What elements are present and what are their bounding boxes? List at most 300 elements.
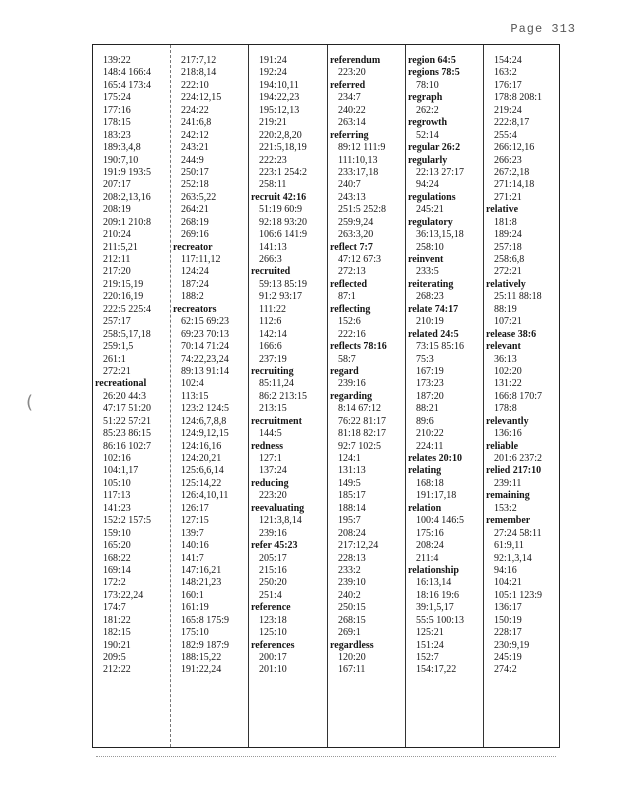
page-line-ref: 124:24 <box>181 266 209 278</box>
page-line-ref: 117:13 <box>103 490 131 502</box>
page-line-ref: 151:24 <box>416 639 444 651</box>
index-term: recruited <box>251 266 291 278</box>
page-line-ref: 271:21 <box>494 191 522 203</box>
page-line-ref: 148:4 166:4 <box>103 67 152 79</box>
index-term: release 38:6 <box>486 328 537 340</box>
page-line-ref: 213:15 <box>259 403 287 415</box>
page-line-ref: 245:21 <box>416 204 444 216</box>
index-term: reinvent <box>408 254 444 265</box>
page-line-ref: 258:5,17,18 <box>103 328 151 340</box>
index-term: regions 78:5 <box>408 67 460 79</box>
index-term: region 64:5 <box>408 55 456 66</box>
page-line-ref: 61:9,11 <box>494 540 524 552</box>
footer-rule <box>96 756 556 757</box>
index-term: regulations <box>408 191 456 203</box>
page-line-ref: 222:8,17 <box>494 117 530 129</box>
page-line-ref: 52:14 <box>416 129 439 141</box>
page-line-ref: 172:2 <box>103 577 126 589</box>
page-line-ref: 104:1,17 <box>103 465 139 477</box>
page-line-ref: 152:7 <box>416 652 439 663</box>
page-line-ref: 89:6 <box>416 415 434 427</box>
page-line-ref: 137:24 <box>259 465 287 477</box>
page-line-ref: 131:13 <box>338 465 366 477</box>
page-line-ref: 218:8,14 <box>181 67 217 79</box>
page-line-ref: 159:10 <box>103 527 131 539</box>
page-line-ref: 88:19 <box>494 303 517 315</box>
page-line-ref: 233:2 <box>338 564 361 576</box>
page-line-ref: 92:18 93:20 <box>259 216 308 228</box>
page-line-ref: 223:20 <box>259 490 287 502</box>
page-line-ref: 240:22 <box>338 104 366 116</box>
page-line-ref: 111:10,13 <box>338 154 378 166</box>
index-term: reevaluating <box>251 502 305 514</box>
page-line-ref: 8:14 67:12 <box>338 403 382 415</box>
page-line-ref: 244:9 <box>181 154 204 166</box>
page-line-ref: 69:23 70:13 <box>181 328 230 340</box>
index-term: recruitment <box>251 415 302 427</box>
page-line-ref: 239:11 <box>494 477 522 489</box>
page-line-ref: 147:16,21 <box>181 564 222 576</box>
page-line-ref: 92:7 102:5 <box>338 440 382 452</box>
page-line-ref: 252:18 <box>181 179 209 191</box>
page-line-ref: 210:22 <box>416 428 444 440</box>
page-line-ref: 209:1 210:8 <box>103 216 152 228</box>
page-line-ref: 165:4 173:4 <box>103 79 152 91</box>
page-line-ref: 127:15 <box>181 515 209 527</box>
page-line-ref: 102:20 <box>494 365 522 377</box>
page-line-ref: 105:10 <box>103 477 131 489</box>
index-term: relevant <box>486 341 521 353</box>
page-line-ref: 102:4 <box>181 378 204 390</box>
page-line-ref: 25:11 88:18 <box>494 291 542 303</box>
page-line-ref: 266:23 <box>494 154 522 166</box>
index-term: relating <box>408 465 442 477</box>
page-line-ref: 94:24 <box>416 179 439 191</box>
page-line-ref: 211:4 <box>416 552 439 564</box>
page-line-ref: 73:15 85:16 <box>416 341 465 353</box>
page-line-ref: 228:17 <box>494 627 522 639</box>
index-term: refer 45:23 <box>251 540 298 552</box>
index-term: regular 26:2 <box>408 142 461 154</box>
page-line-ref: 266:12,16 <box>494 142 535 154</box>
page-line-ref: 123:2 124:5 <box>181 403 230 415</box>
page-line-ref: 245:19 <box>494 652 522 663</box>
page-line-ref: 126:17 <box>181 502 209 514</box>
index-term: reference <box>251 602 291 614</box>
index-term: reliable <box>486 440 519 452</box>
page-line-ref: 268:19 <box>181 216 209 228</box>
index-term: regardless <box>330 639 374 651</box>
page-line-ref: 194:10,11 <box>259 79 299 91</box>
page-line-ref: 239:10 <box>338 577 366 589</box>
index-column-4 <box>330 55 408 677</box>
page-line-ref: 182:9 187:9 <box>181 639 230 651</box>
page-line-ref: 219:15,19 <box>103 278 144 290</box>
page-line-ref: 239:16 <box>259 527 287 539</box>
page-number: Page 313 <box>510 22 576 36</box>
page-line-ref: 89:12 111:9 <box>338 142 386 154</box>
page-line-ref: 188:2 <box>181 291 204 303</box>
index-term: recreational <box>95 378 147 390</box>
index-term: references <box>251 639 295 651</box>
page-line-ref: 123:18 <box>259 614 287 626</box>
page-line-ref: 217:7,12 <box>181 55 217 66</box>
page-line-ref: 195:7 <box>338 515 361 527</box>
page-line-ref: 136:17 <box>494 602 522 614</box>
page-line-ref: 212:22 <box>103 664 131 676</box>
index-column-5 <box>408 55 486 677</box>
page-line-ref: 222:5 225:4 <box>103 303 152 315</box>
page-line-ref: 160:1 <box>181 589 204 601</box>
page-line-ref: 228:13 <box>338 552 366 564</box>
page-line-ref: 167:19 <box>416 365 444 377</box>
page-line-ref: 121:3,8,14 <box>259 515 302 527</box>
page-line-ref: 191:9 193:5 <box>103 166 152 178</box>
page-line-ref: 168:22 <box>103 552 131 564</box>
page-line-ref: 22:13 27:17 <box>416 166 465 178</box>
page-line-ref: 178:15 <box>103 117 131 129</box>
page-line-ref: 27:24 58:11 <box>494 527 542 539</box>
page-line-ref: 139:7 <box>181 527 204 539</box>
page-line-ref: 182:15 <box>103 627 131 639</box>
page-line-ref: 124:1 <box>338 453 361 464</box>
page-line-ref: 205:17 <box>259 552 287 564</box>
page-line-ref: 222:23 <box>259 154 287 166</box>
page-line-ref: 39:1,5,17 <box>416 602 454 614</box>
page-line-ref: 208:24 <box>338 527 366 539</box>
page-line-ref: 47:12 67:3 <box>338 254 382 265</box>
page-line-ref: 268:23 <box>416 291 444 303</box>
page-line-ref: 175:24 <box>103 92 131 104</box>
index-term: regarding <box>330 390 373 402</box>
page-line-ref: 165:8 175:9 <box>181 614 230 626</box>
page-line-ref: 220:2,8,20 <box>259 129 302 141</box>
page-line-ref: 201:6 237:2 <box>494 453 543 464</box>
index-term: recreator <box>173 241 213 253</box>
page-line-ref: 86:2 213:15 <box>259 390 308 402</box>
page-line-ref: 194:22,23 <box>259 92 300 104</box>
page-line-ref: 264:21 <box>181 204 209 216</box>
page-line-ref: 107:21 <box>494 316 522 328</box>
page-line-ref: 150:19 <box>494 614 522 626</box>
page-line-ref: 189:3,4,8 <box>103 142 141 154</box>
page-line-ref: 117:11,12 <box>181 254 221 265</box>
page-line-ref: 250:20 <box>259 577 287 589</box>
index-term: reflecting <box>330 303 371 315</box>
page-line-ref: 91:2 93:17 <box>259 291 303 303</box>
page-line-ref: 243:21 <box>181 142 209 154</box>
page-line-ref: 131:22 <box>494 378 522 390</box>
index-term: relates 20:10 <box>408 453 462 464</box>
page-line-ref: 191:22,24 <box>181 664 222 676</box>
page-line-ref: 224:12,15 <box>181 92 222 104</box>
index-term: regard <box>330 365 359 377</box>
page-line-ref: 191:24 <box>259 55 287 66</box>
index-term: referring <box>330 129 369 141</box>
page-line-ref: 255:4 <box>494 129 517 141</box>
page-line-ref: 190:21 <box>103 639 131 651</box>
page-line-ref: 224:11 <box>416 440 444 452</box>
page-line-ref: 26:20 44:3 <box>103 390 147 402</box>
page-line-ref: 70:14 71:24 <box>181 341 230 353</box>
page-line-ref: 55:5 100:13 <box>416 614 465 626</box>
index-term: relied 217:10 <box>486 465 542 477</box>
page-line-ref: 195:12,13 <box>259 104 300 116</box>
page-line-ref: 208:2,13,16 <box>103 191 151 203</box>
index-term: recreators <box>173 303 217 315</box>
page-line-ref: 176:17 <box>494 79 522 91</box>
page-line-ref: 263:5,22 <box>181 191 217 203</box>
page-line-ref: 78:10 <box>416 79 439 91</box>
page-line-ref: 258:6,8 <box>494 254 525 265</box>
page-line-ref: 144:5 <box>259 428 282 440</box>
page-line-ref: 210:19 <box>416 316 444 328</box>
page-line-ref: 271:14,18 <box>494 179 535 191</box>
page-line-ref: 222:10 <box>181 79 209 91</box>
page-line-ref: 240:7 <box>338 179 361 191</box>
page-line-ref: 233:5 <box>416 266 439 278</box>
page-line-ref: 149:5 <box>338 477 361 489</box>
page-line-ref: 81:18 82:17 <box>338 428 387 440</box>
page-line-ref: 136:16 <box>494 428 522 440</box>
page-line-ref: 239:16 <box>338 378 366 390</box>
page-line-ref: 165:20 <box>103 540 131 552</box>
index-term: referred <box>330 79 366 91</box>
page-line-ref: 222:16 <box>338 328 366 340</box>
index-column-1 <box>95 55 173 677</box>
index-term: relatively <box>486 278 526 290</box>
page-line-ref: 234:7 <box>338 92 361 104</box>
index-term: relationship <box>408 564 459 576</box>
page-line-ref: 263:14 <box>338 117 366 129</box>
page-line-ref: 141:7 <box>181 552 204 564</box>
page-line-ref: 127:1 <box>259 453 282 464</box>
page-line-ref: 124:9,12,15 <box>181 428 229 440</box>
page-line-ref: 120:20 <box>338 652 366 663</box>
page-line-ref: 207:17 <box>103 179 131 191</box>
page-line-ref: 86:16 102:7 <box>103 440 152 452</box>
index-term: referendum <box>330 55 381 66</box>
page-line-ref: 189:24 <box>494 229 522 241</box>
page-line-ref: 141:13 <box>259 241 287 253</box>
page-line-ref: 88:21 <box>416 403 439 415</box>
page-line-ref: 36:13,15,18 <box>416 229 464 241</box>
index-term: reiterating <box>408 278 454 290</box>
page-line-ref: 113:15 <box>181 390 209 402</box>
page-line-ref: 243:13 <box>338 191 366 203</box>
page-line-ref: 262:2 <box>416 104 439 116</box>
page-line-ref: 188:15,22 <box>181 652 222 663</box>
page-line-ref: 173:23 <box>416 378 444 390</box>
page-line-ref: 74:22,23,24 <box>181 353 229 365</box>
index-term: relative <box>486 204 519 216</box>
page-line-ref: 94:16 <box>494 564 517 576</box>
page-line-ref: 125:14,22 <box>181 477 222 489</box>
page-line-ref: 220:16,19 <box>103 291 144 303</box>
page-line-ref: 201:10 <box>259 664 287 676</box>
page-line-ref: 187:20 <box>416 390 444 402</box>
index-page <box>92 44 560 748</box>
index-term: regraph <box>408 92 443 104</box>
page-line-ref: 87:1 <box>338 291 356 303</box>
page-line-ref: 183:23 <box>103 129 131 141</box>
page-line-ref: 152:6 <box>338 316 361 328</box>
index-term: remember <box>486 515 531 527</box>
index-column-3 <box>251 55 329 677</box>
page-line-ref: 169:14 <box>103 564 131 576</box>
page-line-ref: 16:13,14 <box>416 577 452 589</box>
page-line-ref: 223:20 <box>338 67 366 79</box>
page-line-ref: 191:17,18 <box>416 490 457 502</box>
page-line-ref: 125:21 <box>416 627 444 639</box>
page-line-ref: 211:5,21 <box>103 241 138 253</box>
page-line-ref: 263:3,20 <box>338 229 374 241</box>
page-line-ref: 251:4 <box>259 589 282 601</box>
page-line-ref: 51:22 57:21 <box>103 415 152 427</box>
page-line-ref: 124:16,16 <box>181 440 222 452</box>
page-line-ref: 167:11 <box>338 664 366 676</box>
page-line-ref: 209:5 <box>103 652 126 663</box>
page-line-ref: 272:13 <box>338 266 366 278</box>
page-line-ref: 267:2,18 <box>494 166 530 178</box>
index-term: relate 74:17 <box>408 303 459 315</box>
index-term: relevantly <box>486 415 529 427</box>
page-line-ref: 163:2 <box>494 67 517 79</box>
index-term: regularly <box>408 154 448 166</box>
page-line-ref: 161:19 <box>181 602 209 614</box>
page-line-ref: 75:3 <box>416 353 434 365</box>
page-line-ref: 141:23 <box>103 502 131 514</box>
page-line-ref: 92:1,3,14 <box>494 552 532 564</box>
page-line-ref: 148:21,23 <box>181 577 222 589</box>
page-line-ref: 177:16 <box>103 104 131 116</box>
page-line-ref: 210:24 <box>103 229 131 241</box>
page-line-ref: 268:15 <box>338 614 366 626</box>
page-line-ref: 168:18 <box>416 477 444 489</box>
page-line-ref: 166:8 170:7 <box>494 390 543 402</box>
page-line-ref: 126:4,10,11 <box>181 490 229 502</box>
page-line-ref: 124:20,21 <box>181 453 222 464</box>
page-line-ref: 175:10 <box>181 627 209 639</box>
page-line-ref: 178:8 <box>494 403 517 415</box>
page-line-ref: 111:22 <box>259 303 287 315</box>
page-line-ref: 139:22 <box>103 55 131 66</box>
index-term: reflects 78:16 <box>330 341 387 353</box>
page-line-ref: 181:22 <box>103 614 131 626</box>
page-line-ref: 89:13 91:14 <box>181 365 230 377</box>
page-line-ref: 51:19 60:9 <box>259 204 303 216</box>
page-line-ref: 259:9,24 <box>338 216 374 228</box>
page-line-ref: 258:11 <box>259 179 287 191</box>
page-line-ref: 190:7,10 <box>103 154 139 166</box>
page-line-ref: 200:17 <box>259 652 287 663</box>
page-line-ref: 223:1 254:2 <box>259 166 308 178</box>
index-term: regrowth <box>408 117 448 129</box>
page-line-ref: 212:11 <box>103 254 131 265</box>
index-term: redness <box>251 440 284 452</box>
index-term: related 24:5 <box>408 328 459 340</box>
page-line-ref: 106:6 141:9 <box>259 229 308 241</box>
page-line-ref: 230:9,19 <box>494 639 530 651</box>
index-term: recruiting <box>251 365 294 377</box>
page-line-ref: 192:24 <box>259 67 287 79</box>
page-line-ref: 233:17,18 <box>338 166 379 178</box>
page-line-ref: 173:22,24 <box>103 589 144 601</box>
page-line-ref: 257:18 <box>494 241 522 253</box>
page-line-ref: 258:10 <box>416 241 444 253</box>
page-line-ref: 112:6 <box>259 316 282 328</box>
page-line-ref: 76:22 81:17 <box>338 415 387 427</box>
page-line-ref: 250:17 <box>181 166 209 178</box>
page-line-ref: 240:2 <box>338 589 361 601</box>
page-line-ref: 242:12 <box>181 129 209 141</box>
page-line-ref: 18:16 19:6 <box>416 589 460 601</box>
page-line-ref: 104:21 <box>494 577 522 589</box>
page-line-ref: 241:6,8 <box>181 117 212 129</box>
index-column-2 <box>173 55 251 677</box>
index-term: reflect 7:7 <box>330 241 373 253</box>
page-line-ref: 272:21 <box>494 266 522 278</box>
index-column-6 <box>486 55 564 677</box>
page-line-ref: 36:13 <box>494 353 517 365</box>
page-line-ref: 272:21 <box>103 365 131 377</box>
page-line-ref: 237:19 <box>259 353 287 365</box>
page-line-ref: 208:19 <box>103 204 131 216</box>
page-line-ref: 174:7 <box>103 602 126 614</box>
page-line-ref: 219:21 <box>259 117 287 129</box>
page-line-ref: 221:5,18,19 <box>259 142 307 154</box>
page-line-ref: 62:15 69:23 <box>181 316 230 328</box>
page-line-ref: 224:22 <box>181 104 209 116</box>
page-line-ref: 259:1,5 <box>103 341 134 353</box>
index-term: regulatory <box>408 216 453 228</box>
page-line-ref: 153:2 <box>494 502 517 514</box>
page-line-ref: 217:20 <box>103 266 131 278</box>
page-line-ref: 208:24 <box>416 540 444 552</box>
index-term: reducing <box>251 477 289 489</box>
page-line-ref: 125:10 <box>259 627 287 639</box>
page-line-ref: 257:17 <box>103 316 131 328</box>
page-line-ref: 85:23 86:15 <box>103 428 152 440</box>
page-line-ref: 251:5 252:8 <box>338 204 387 216</box>
index-term: recruit 42:16 <box>251 191 307 203</box>
page-line-ref: 250:15 <box>338 602 366 614</box>
page-line-ref: 100:4 146:5 <box>416 515 465 527</box>
page-line-ref: 178:8 208:1 <box>494 92 543 104</box>
page-line-ref: 154:17,22 <box>416 664 457 676</box>
page-line-ref: 124:6,7,8,8 <box>181 415 227 427</box>
page-line-ref: 47:17 51:20 <box>103 403 152 415</box>
page-line-ref: 187:24 <box>181 278 209 290</box>
page-line-ref: 102:16 <box>103 453 131 464</box>
page-line-ref: 217:12,24 <box>338 540 379 552</box>
page-line-ref: 166:6 <box>259 341 282 353</box>
margin-bracket-mark: ( <box>26 392 34 413</box>
page-line-ref: 85:11,24 <box>259 378 294 390</box>
page-line-ref: 175:16 <box>416 527 444 539</box>
page-line-ref: 215:16 <box>259 564 287 576</box>
page-line-ref: 152:2 157:5 <box>103 515 152 527</box>
page-line-ref: 181:8 <box>494 216 517 228</box>
index-term: remaining <box>486 490 530 502</box>
page-line-ref: 261:1 <box>103 353 126 365</box>
page-line-ref: 154:24 <box>494 55 522 66</box>
page-line-ref: 140:16 <box>181 540 209 552</box>
index-term: reflected <box>330 278 368 290</box>
page-line-ref: 269:1 <box>338 627 361 639</box>
page-line-ref: 188:14 <box>338 502 366 514</box>
page-line-ref: 59:13 85:19 <box>259 278 308 290</box>
